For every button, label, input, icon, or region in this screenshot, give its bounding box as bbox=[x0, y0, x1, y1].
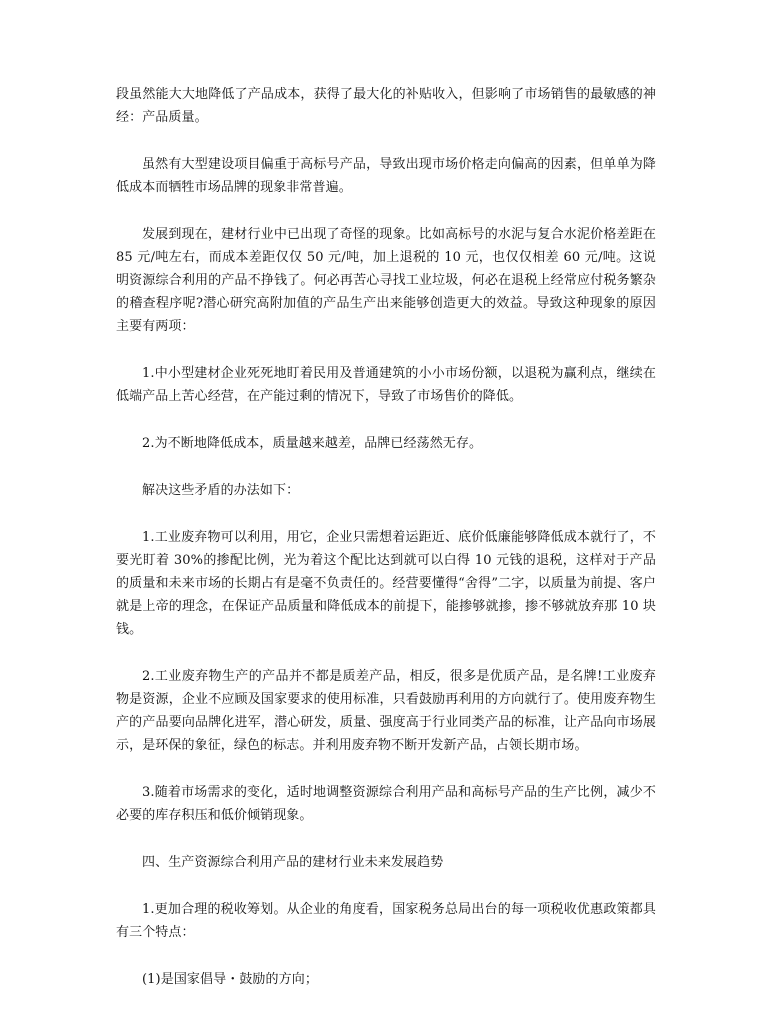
document-body bbox=[116, 83, 656, 1015]
list-item: 1.工业废弃物可以利用，用它，企业只需想着运距近、底价低廉能够降低成本就行了，不要光盯着 30%的掺配比例，光为着这个配比达到就可以白得 10 元钱的退税，这样对于产品的质量和未来市场的长期占有是毫不负责任的。经营要懂得“舍得”二字，以质量为前提、客户就是上帝的理念，在保证产品质量和降低成本的前提下，能掺够就掺，掺不够就放弃那 10 块钱。 bbox=[116, 530, 656, 637]
list-item: 3.随着市场需求的变化，适时地调整资源综合利用产品和高标号产品的生产比例，减少不必要的库存积压和低价倾销现象。 bbox=[116, 785, 656, 823]
paragraph: 发展到现在，建材行业中已出现了奇怪的现象。比如高标号的水泥与复合水泥价格差距在 85 元/吨左右，而成本差距仅仅 50 元/吨，加上退税的 10 元，也仅仅相差 60 元/吨。这说明资源综合利用的产品不挣钱了。何必再苦心寻找工业垃圾，何必在退税上经常应付税务繁杂的稽查程序呢?潜心研究高附加值的产品生产出来能够创造更大的效益。导致这种现象的原因主要有两项： bbox=[116, 227, 656, 334]
list-item: (1)是国家倡导・鼓励的方向； bbox=[142, 972, 318, 987]
list-item: 2.为不断地降低成本，质量越来越差，品牌已经荡然无存。 bbox=[142, 436, 483, 451]
list-item: 1.更加合理的税收筹划。从企业的角度看，国家税务总局出台的每一项税收优惠政策都具有三个特点： bbox=[116, 902, 656, 940]
paragraph: 解决这些矛盾的办法如下： bbox=[142, 483, 300, 498]
paragraph: 虽然有大型建设项目偏重于高标号产品，导致出现市场价格走向偏高的因素，但单单为降低成本而牺牲市场品牌的现象非常普遍。 bbox=[116, 157, 656, 195]
list-item: 2.工业废弃物生产的产品并不都是质差产品，相反，很多是优质产品，是名牌!工业废弃物是资源，企业不应顾及国家要求的使用标准，只看鼓励再利用的方向就行了。使用废弃物生产的产品要向品牌化进军，潜心研发，质量、强度高于行业同类产品的标准，让产品向市场展示，是环保的象征，绿色的标志。并利用废弃物不断开发新产品，占领长期市场。 bbox=[116, 669, 656, 753]
paragraph: 段虽然能大大地降低了产品成本，获得了最大化的补贴收入，但影响了市场销售的最敏感的神经：产品质量。 bbox=[116, 87, 656, 125]
list-item: 1.中小型建材企业死死地盯着民用及普通建筑的小小市场份额，以退税为赢利点，继续在低端产品上苦心经营，在产能过剩的情况下，导致了市场售价的降低。 bbox=[116, 366, 656, 404]
section-heading: 四、生产资源综合利用产品的建材行业未来发展趋势 bbox=[142, 855, 444, 870]
